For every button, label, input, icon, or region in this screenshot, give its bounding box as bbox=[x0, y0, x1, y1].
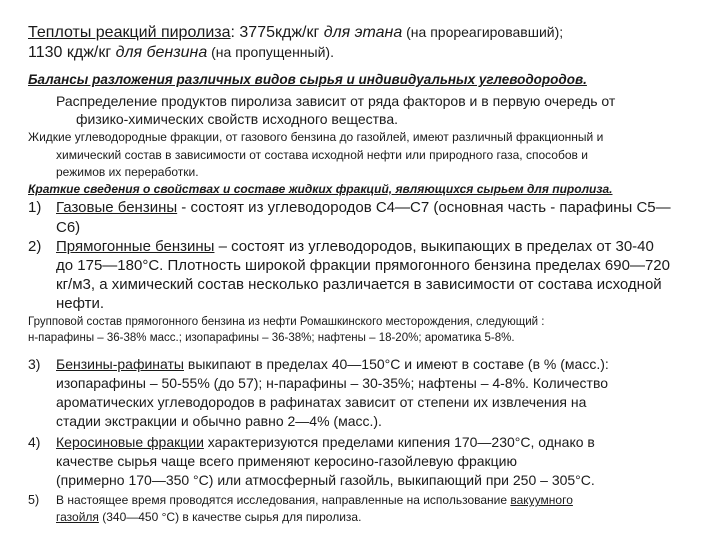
liquid-line-3: режимов их переработки. bbox=[56, 165, 199, 179]
item-2-text bbox=[56, 238, 654, 255]
item-1-line-2: С6) bbox=[56, 219, 81, 236]
group-composition-line-2: н-парафины – 36-38% масс.; изопарафины – 36-38%; нафтены – 18-20%; ароматика 5-8%. bbox=[28, 332, 515, 344]
item-5-rest: (340—450 °С) в качестве сырья для пиролиза. bbox=[98, 510, 362, 524]
item-3-rest: выкипают в пределах 40—150°С и имеют в составе (в % (масс.): bbox=[184, 356, 609, 372]
balances-para-line-2: физико-химических свойств исходного вещества. bbox=[76, 111, 398, 127]
item-4-line-2: качестве сырья чаще всего применяют керосино-газойлевую фракцию bbox=[56, 453, 518, 469]
item-2-line-4: нефти. bbox=[56, 295, 105, 312]
item-1-text bbox=[56, 199, 671, 216]
item-3-line-2: изопарафины – 50-55% (до 57); н-парафины – 30-35%; нафтены – 4-8%. Количество bbox=[56, 375, 609, 391]
liquid-line-2: химический состав в зависимости от состава исходной нефти или природного газа, способов и bbox=[56, 148, 588, 162]
kerosene-fractions-term: Керосиновые фракции bbox=[56, 434, 204, 450]
ethane-heat-value: : 3775кдж/кг bbox=[230, 24, 324, 41]
gasoil-term: газойля bbox=[56, 510, 99, 524]
item-4-line-3: (примерно 170—350 °С) или атмосферный газойль, выкипающий при 250 – 305°С. bbox=[56, 472, 595, 488]
item-1-rest: - состоят из углеводородов С4—С7 (основная часть - парафины С5— bbox=[177, 199, 671, 216]
header-line-2 bbox=[28, 44, 334, 62]
brief-info-heading: Краткие сведения о свойствах и составе жидких фракций, являющихся сырьем для пиролиза. bbox=[28, 182, 613, 196]
item-2-number: 2) bbox=[28, 238, 42, 255]
gas-gasoline-term: Газовые бензины bbox=[56, 199, 178, 216]
ethane-note: (на прореагировавший); bbox=[402, 24, 564, 40]
item-5-lead: В настоящее время проводятся исследования, направленные на использование bbox=[56, 493, 511, 507]
item-3-number: 3) bbox=[28, 356, 41, 372]
ethane-label: для этана bbox=[323, 24, 403, 41]
item-2-line-3: кг/м3, а химический состав несколько различается в зависимости от состава исходной bbox=[56, 276, 662, 293]
header-line-1 bbox=[28, 24, 563, 42]
pyrolysis-heat-term: Теплоты реакций пиролиза bbox=[28, 24, 231, 41]
liquid-line-1: Жидкие углеводородные фракции, от газового бензина до газойлей, имеют различный фракционный и bbox=[28, 130, 604, 144]
item-3-line-4: стадии экстракции и обычно равно 2—4% (масс.). bbox=[56, 413, 382, 429]
item-5-number: 5) bbox=[28, 493, 40, 507]
gasoline-heat-value: 1130 кдж/кг bbox=[28, 44, 116, 61]
item-1-number: 1) bbox=[28, 199, 42, 216]
balances-heading: Балансы разложения различных видов сырья и индивидуальных углеводородов. bbox=[28, 72, 587, 87]
straight-run-gasoline-term: Прямогонные бензины bbox=[56, 238, 215, 255]
item-3-text bbox=[56, 356, 609, 372]
item-5-text bbox=[56, 493, 573, 507]
balances-para-line-1: Распределение продуктов пиролиза зависит от ряда факторов и в первую очередь от bbox=[56, 93, 616, 109]
item-4-rest: характеризуются пределами кипения 170—230°С, однако в bbox=[203, 434, 595, 450]
item-4-text bbox=[56, 434, 595, 450]
raffinate-gasoline-term: Бензины-рафинаты bbox=[56, 356, 184, 372]
group-composition-line-1: Групповой состав прямогонного бензина из нефти Ромашкинского месторождения, следующий : bbox=[28, 316, 545, 328]
item-2-rest: – состоят из углеводородов, выкипающих в пределах от 30-40 bbox=[214, 238, 654, 255]
item-2-line-2: до 175—180°С. Плотность широкой фракции прямогонного бензина пределах 690—720 bbox=[56, 257, 670, 274]
vacuum-term: вакуумного bbox=[510, 493, 573, 507]
item-5-line-2 bbox=[56, 510, 361, 524]
gasoline-note: (на пропущенный). bbox=[207, 44, 334, 60]
item-4-number: 4) bbox=[28, 434, 41, 450]
item-3-line-3: ароматических углеводородов в рафинатах зависит от степени их извлечения на bbox=[56, 394, 587, 410]
gasoline-label: для бензина bbox=[115, 44, 208, 61]
item-1-line-1 bbox=[28, 199, 41, 216]
